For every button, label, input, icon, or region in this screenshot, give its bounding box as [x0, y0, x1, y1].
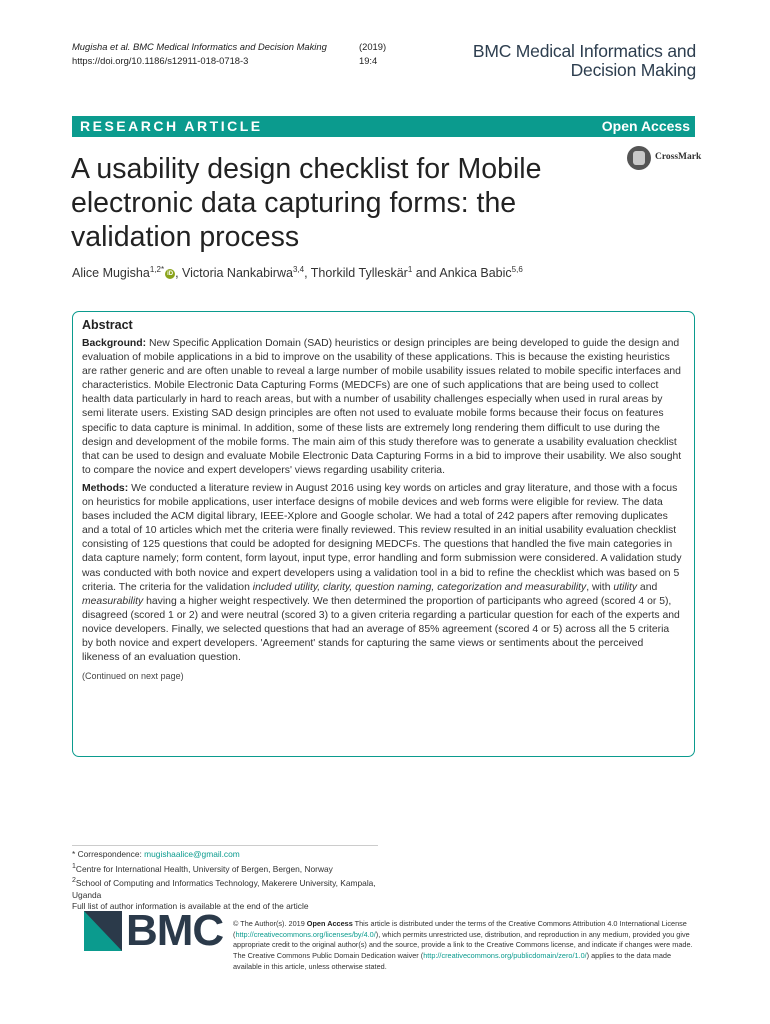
journal-name-line2: Decision Making: [570, 60, 696, 80]
journal-name: [473, 42, 696, 80]
license-text: © The Author(s). 2019: [233, 919, 307, 928]
author-name: Alice Mugisha: [72, 266, 150, 281]
footnote-divider: [72, 845, 378, 846]
journal-name-line1: BMC Medical Informatics and: [472, 41, 696, 61]
article-type-band: [72, 116, 695, 137]
crossmark-badge[interactable]: [627, 146, 702, 172]
correspondence: [72, 849, 382, 861]
author-name: , Thorkild Tylleskär: [304, 266, 408, 281]
affiliation-1: [72, 861, 382, 876]
license-text: This article is distributed under the terms of the Creative Commons Attribution 4.0 International License (: [233, 919, 687, 939]
affiliation-text: School of Computing and Informatics Technology, Makerere University, Kampala, Uganda: [72, 878, 376, 900]
methods-italic: measurability: [82, 595, 144, 607]
correspondence-email-link[interactable]: mugishaalice@gmail.com: [144, 849, 240, 859]
author-affiliation-sup: 1: [407, 265, 413, 274]
affiliation-sup: 1: [72, 862, 76, 870]
abstract-body: [82, 337, 682, 683]
methods-text: We conducted a literature review in August 2016 using key words on articles and gray literature, and those with a focus on heuristics for mobile applications, user interface designs of mobile devices and web forms were eligible for review. The data bases included the ACM digital library, IEEE-Xplore and Google scholar. We had a total of 242 papers after removing duplicates and a total of 10 articles which met the criteria were finally reviewed. This review resulted in an initial usability evaluation checklist consisting of 125 questions that could be adopted for designing MEDCFs. The questions that handled the five main categories in data capture namely; form content, form layout, input type, error handling and form submission were considered. A validation study was conducted with both novice and expert developers using a validation tool in a bid to refine the checklist which was based on 5 criteria. The criteria for the validation: [82, 482, 682, 593]
author-name: , Victoria Nankabirwa: [175, 266, 293, 281]
affiliation-sup: 2: [72, 877, 76, 885]
abstract-background: [82, 337, 682, 478]
affiliation-2: [72, 875, 382, 901]
author-affiliation-sup: 1,2*: [149, 265, 165, 274]
methods-text: having a higher weight respectively. We then determined the proportion of participants who agreed (scored 4 or 5), disagreed (scored 1 or 2) and were neutral (scored 3) to a given criteria regarding a particular question for each of the experts and novice developers. Finally, we selected questions that had an average of 85% agreement (scored 4 or 5) across all the 5 criteria by both novice and expert developers. 'Agreement' stands for capturing the same views or sentiments about the perceived likeness of an evaluation question.: [82, 595, 680, 664]
author-affiliation-sup: 3,4: [292, 265, 305, 274]
abstract-heading: Abstract: [82, 318, 133, 332]
methods-text: , with: [586, 581, 614, 593]
article-title: A usability design checklist for Mobile electronic data capturing forms: the validation process: [71, 153, 542, 253]
continued-note: (Continued on next page): [82, 671, 184, 682]
header-doi-link[interactable]: https://doi.org/10.1186/s12911-018-0718-3: [72, 55, 249, 66]
license-statement: [233, 919, 698, 973]
license-link-cc-zero[interactable]: http://creativecommons.org/publicdomain/zero/1.0/: [423, 951, 587, 961]
header-year-volume: (2019) 19:4: [359, 41, 387, 66]
crossmark-label: CrossMark: [655, 152, 702, 162]
bmc-logo: [84, 906, 224, 956]
methods-italic: included utility, clarity, question naming, categorization and measurability: [252, 581, 587, 593]
author-name: and Ankica Babic: [412, 266, 512, 281]
correspondence-label: * Correspondence:: [72, 849, 145, 859]
footnotes: [72, 849, 382, 913]
article-type-label: RESEARCH ARTICLE: [80, 118, 263, 134]
bmc-logo-text: BMC: [126, 906, 224, 955]
author-list: [72, 265, 523, 280]
methods-label: Methods:: [82, 482, 129, 494]
background-text: New Specific Application Domain (SAD) heuristics or design principles are being developed to guide the design and evaluation of mobile applications in a bid to improve on the usability of these applications. This is because the existing heuristics are rather generic and are often unable to reveal a large number of mobile usability issues related to mobile specific interfaces and characteristics. Mobile Electronic Data Capturing Forms (MEDCFs) are one of such applications that are being used to collect health data particularly in hard to reach areas, but with a number of usability challenges especially when used in rural areas by semi literate users. Existing SAD design principles are often not used to evaluate mobile forms because their focus on features specific to data capture is minimal. In addition, some of these lists are extremely long rendering them difficult to use during the design and development of the mobile forms. The main aim of this study therefore was to generate a usability evaluation checklist that can be used to design and evaluate Mobile Electronic Data Capturing Forms in a bid to improve their usability. We also sought to compare the novice and expert developers' views regarding usability criteria.: [82, 338, 682, 476]
license-open-access: Open Access: [306, 919, 353, 928]
header-author-journal: Mugisha et al. BMC Medical Informatics and Decision Making: [72, 41, 327, 52]
license-link-cc-by[interactable]: http://creativecommons.org/licenses/by/4.0/: [235, 929, 376, 939]
orcid-icon[interactable]: iD: [167, 270, 174, 277]
background-label: Background:: [82, 338, 147, 349]
full-author-info-note: Full list of author information is available at the end of the article: [72, 901, 309, 912]
methods-italic: utility: [613, 581, 638, 593]
abstract-box: [72, 311, 695, 757]
author-affiliation-sup: 5,6: [511, 265, 523, 274]
license-text: ), which permits unrestricted use, distribution, and reproduction in any medium, provided you give appropriate credit to the original author(s) and the source, provide a link to the Creative Commons license, and indicate if changes were made. The Creative Commons Public Domain Dedication waiver (: [233, 929, 693, 961]
abstract-methods: [82, 482, 682, 665]
methods-text: and: [637, 581, 658, 593]
open-access-label: Open Access: [601, 118, 690, 134]
license-text: ) applies to the data made available in this article, unless otherwise stated.: [233, 951, 672, 971]
bmc-logo-icon: [84, 911, 122, 951]
affiliation-text: Centre for International Health, University of Bergen, Bergen, Norway: [75, 863, 333, 874]
crossmark-icon: [627, 146, 651, 170]
running-header: [72, 40, 387, 68]
